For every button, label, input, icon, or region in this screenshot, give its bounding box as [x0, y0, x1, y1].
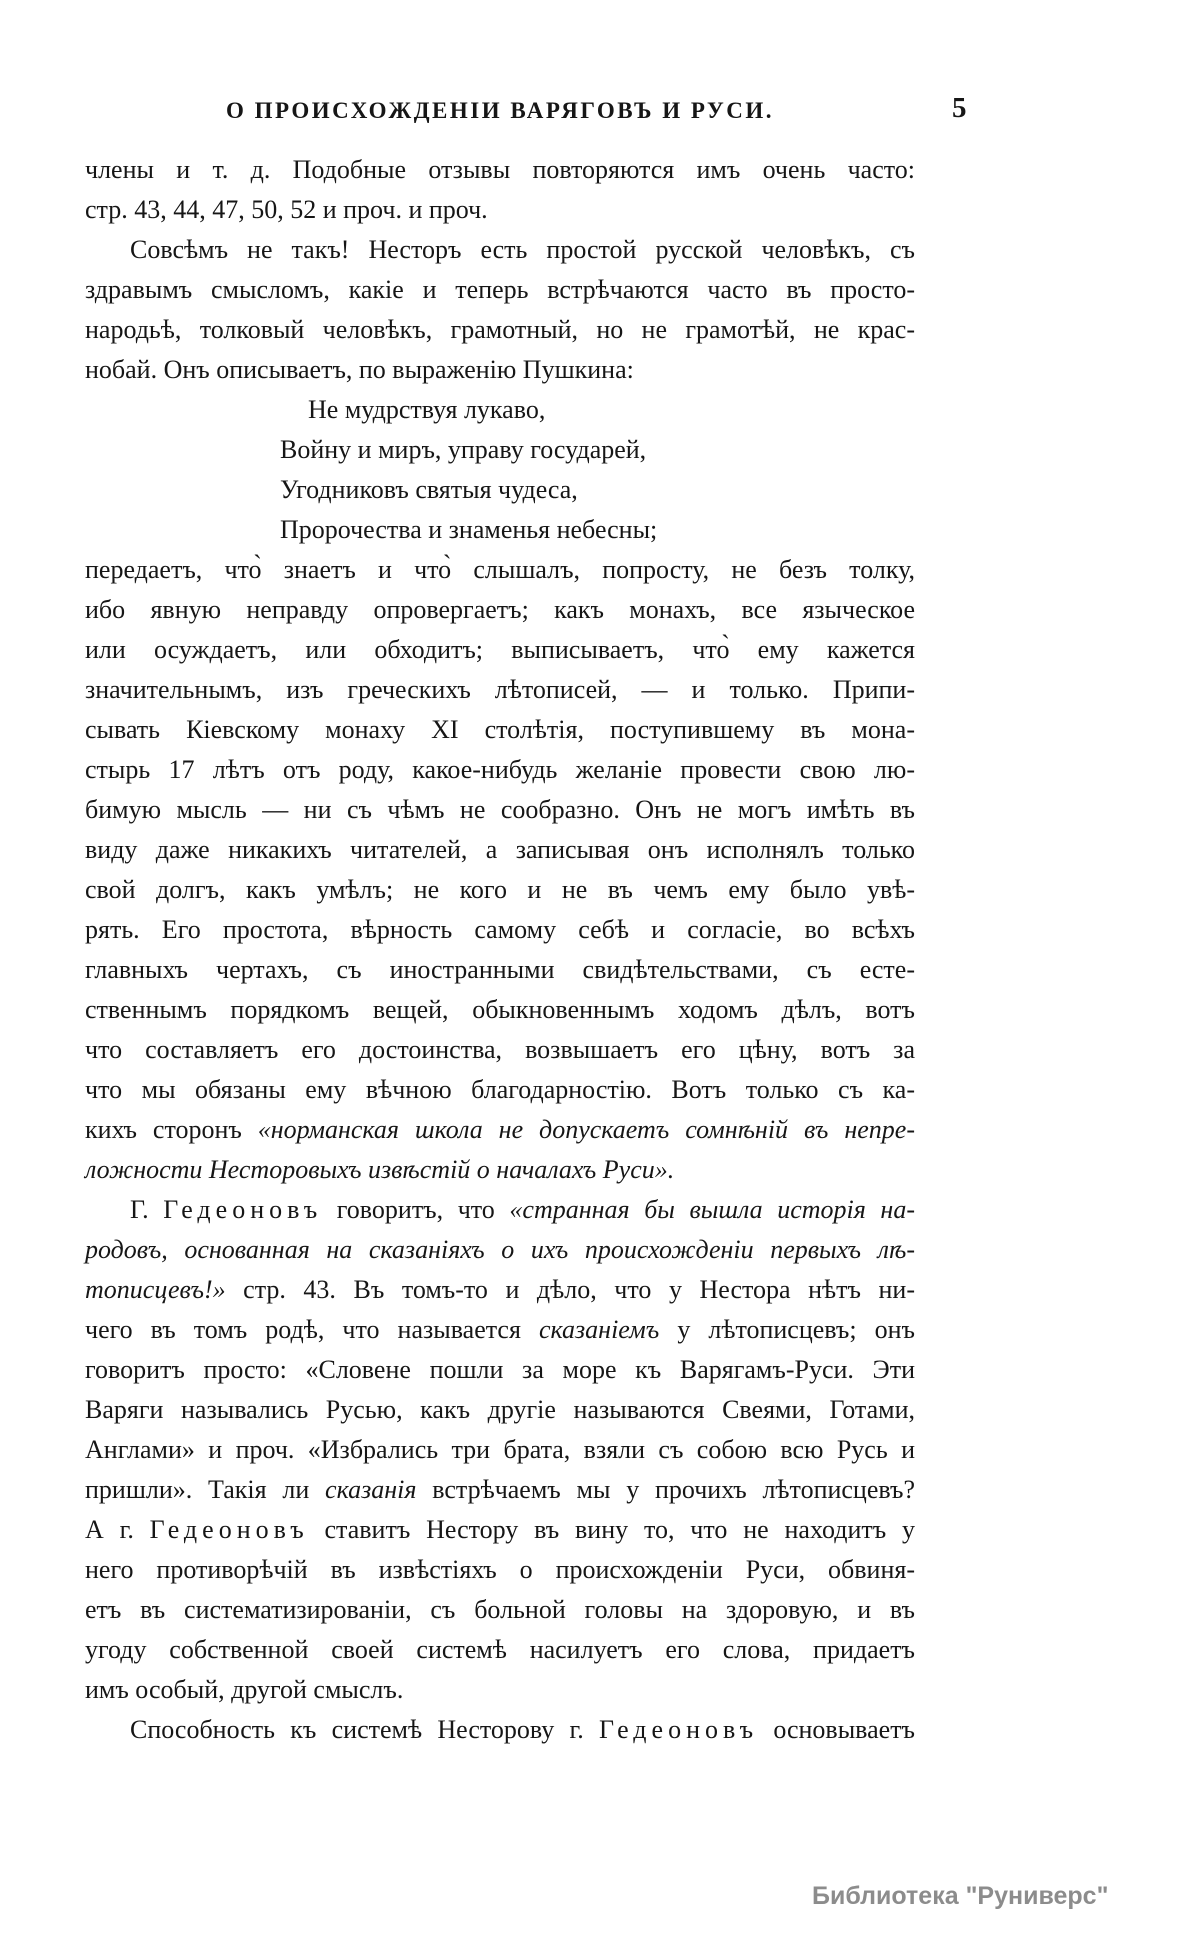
text-line: [85, 870, 915, 910]
text-line: [85, 1190, 915, 1230]
text-line: [85, 830, 915, 870]
text-segment-spaced: Гедеоновъ: [163, 1195, 323, 1224]
text-segment-normal: основываетъ: [758, 1715, 916, 1744]
text-segment-normal: Войну и миръ, управу государей,: [280, 435, 647, 464]
text-segment-italic: родовъ, основанная на сказаніяхъ о ихъ происхожденіи первыхъ лѣ-: [85, 1235, 915, 1264]
text-segment-normal: ственнымъ порядкомъ вещей, обыкновеннымъ ходомъ дѣлъ, вотъ: [85, 995, 915, 1024]
text-segment-normal: Англами» и проч. «Избрались три брата, взяли съ собою всю Русь и: [85, 1435, 915, 1464]
text-line: [85, 1510, 915, 1550]
text-segment-normal: члены и т. д. Подобные отзывы повторяются имъ очень часто:: [85, 155, 915, 184]
text-line: [85, 1630, 915, 1670]
text-line: [85, 950, 915, 990]
text-line: [85, 1270, 915, 1310]
text-segment-normal: виду даже никакихъ читателей, а записывая онъ исполнялъ только: [85, 835, 915, 864]
text-segment-normal: передаетъ, что̀ знаетъ и что̀ слышалъ, попросту, не безъ толку,: [85, 555, 915, 584]
text-line: [280, 430, 915, 470]
text-line: [85, 350, 915, 390]
paragraph-block: [85, 550, 915, 1190]
text-segment-normal: стр. 43. Въ томъ-то и дѣло, что у Нестора нѣтъ ни-: [225, 1275, 915, 1304]
text-segment-normal: А г.: [85, 1515, 150, 1544]
text-line: [85, 270, 915, 310]
text-line: [85, 750, 915, 790]
text-line: [85, 190, 915, 230]
text-line: [85, 310, 915, 350]
text-segment-normal: встрѣчаемъ мы у прочихъ лѣтописцевъ?: [416, 1475, 915, 1504]
text-segment-normal: имъ особый, другой смыслъ.: [85, 1675, 404, 1704]
text-line: [85, 910, 915, 950]
text-segment-italic: сказаніемъ: [538, 1315, 660, 1344]
text-line: [85, 1470, 915, 1510]
text-line: [280, 470, 915, 510]
text-segment-normal: Пророчества и знаменья небесны;: [280, 515, 658, 544]
text-line: [85, 1230, 915, 1270]
text-segment-normal: ибо явную неправду опровергаетъ; какъ монахъ, все языческое: [85, 595, 915, 624]
text-line: [85, 1070, 915, 1110]
page-body: [85, 150, 915, 1750]
text-line: [85, 670, 915, 710]
text-segment-normal: у лѣтописцевъ; онъ: [659, 1315, 915, 1344]
text-segment-normal: или осуждаетъ, или обходитъ; выписываетъ, что̀ ему кажется: [85, 635, 915, 664]
text-line: [85, 550, 915, 590]
text-line: [85, 710, 915, 750]
verse-block: [85, 390, 915, 550]
text-segment-normal: говоритъ, что: [322, 1195, 510, 1224]
text-segment-normal: стр. 43, 44, 47, 50, 52 и проч. и проч.: [85, 195, 488, 224]
text-segment-normal: кихъ сторонъ: [85, 1115, 258, 1144]
text-segment-normal: чего въ томъ родѣ, что называется: [85, 1315, 539, 1344]
text-segment-normal: рять. Его простота, вѣрность самому себѣ и согласіе, во всѣхъ: [85, 915, 915, 944]
text-segment-normal: здравымъ смысломъ, какіе и теперь встрѣчаются часто въ просто-: [85, 275, 915, 304]
paragraph-block: [85, 230, 915, 390]
text-line: [85, 630, 915, 670]
text-segment-normal: ставитъ Нестору въ вину то, что не находитъ у: [308, 1515, 915, 1544]
text-line: [280, 510, 915, 550]
text-line: [85, 1390, 915, 1430]
paragraph-block: [85, 1710, 915, 1750]
text-segment-normal: Не мудрствуя лукаво,: [308, 395, 546, 424]
text-segment-normal: бимую мысль — ни съ чѣмъ не сообразно. Онъ не могъ имѣть въ: [85, 795, 915, 824]
running-head-title: О ПРОИСХОЖДЕНІИ ВАРЯГОВЪ И РУСИ.: [225, 98, 775, 123]
text-line: [85, 1430, 915, 1470]
text-segment-normal: говоритъ просто: «Словене пошли за море къ Варягамъ-Руси. Эти: [85, 1355, 915, 1384]
text-segment-normal: что составляетъ его достоинства, возвышаетъ его цѣну, вотъ за: [85, 1035, 915, 1064]
text-segment-normal: народьѣ, толковый человѣкъ, грамотный, но не грамотѣй, не крас-: [85, 315, 915, 344]
paragraph-block: [85, 1190, 915, 1710]
text-line: [85, 1670, 915, 1710]
text-segment-italic: «норманская школа не допускаетъ сомнѣній въ непре-: [257, 1115, 915, 1144]
text-segment-normal: пришли». Такія ли: [85, 1475, 326, 1504]
text-segment-normal: сывать Кіевскому монаху XI столѣтія, поступившему въ мона-: [85, 715, 915, 744]
text-line: [85, 1350, 915, 1390]
text-segment-normal: етъ въ систематизированіи, съ больной головы на здоровую, и въ: [85, 1595, 915, 1624]
text-line: [85, 1590, 915, 1630]
text-line: [85, 1550, 915, 1590]
text-segment-normal: Способность къ системѣ Несторову г.: [130, 1715, 600, 1744]
text-segment-italic: ложности Несторовыхъ извѣстій о началахъ Руси».: [85, 1155, 675, 1184]
text-line: [85, 150, 915, 190]
text-segment-italic: тописцевъ!»: [85, 1275, 226, 1304]
text-segment-normal: свой долгъ, какъ умѣлъ; не кого и не въ чемъ ему было увѣ-: [85, 875, 915, 904]
text-segment-spaced: Гедеоновъ: [599, 1715, 759, 1744]
text-segment-normal: Варяги назывались Русью, какъ другіе называются Свеями, Готами,: [85, 1395, 915, 1424]
text-line: [85, 990, 915, 1030]
text-segment-normal: значительнымъ, изъ греческихъ лѣтописей, — и только. Припи-: [85, 675, 915, 704]
page-number: 5: [952, 92, 967, 124]
text-line: [280, 390, 915, 430]
paragraph-block: [85, 150, 915, 230]
library-watermark: Библиотека "Руниверс": [812, 1882, 1109, 1910]
text-line: [85, 590, 915, 630]
text-line: [85, 1030, 915, 1070]
text-segment-normal: угоду собственной своей системѣ насилуетъ его слова, придаетъ: [85, 1635, 915, 1664]
text-segment-normal: нобай. Онъ описываетъ, по выраженію Пушкина:: [85, 355, 634, 384]
text-segment-normal: Г.: [130, 1195, 164, 1224]
text-segment-italic: «странная бы вышла исторія на-: [509, 1195, 915, 1224]
text-segment-normal: него противорѣчій въ извѣстіяхъ о происхожденіи Руси, обвиня-: [85, 1555, 915, 1584]
text-segment-normal: Совсѣмъ не такъ! Несторъ есть простой русской человѣкъ, съ: [130, 235, 915, 264]
text-line: [85, 790, 915, 830]
text-line: [85, 1110, 915, 1150]
text-segment-normal: Угодниковъ святыя чудеса,: [280, 475, 578, 504]
text-segment-normal: стырь 17 лѣтъ отъ роду, какое-нибудь желаніе провести свою лю-: [85, 755, 915, 784]
text-line: [85, 1710, 915, 1750]
text-segment-italic: сказанія: [325, 1475, 417, 1504]
text-line: [85, 1310, 915, 1350]
text-line: [85, 1150, 915, 1190]
text-segment-spaced: Гедеоновъ: [149, 1515, 309, 1544]
text-segment-normal: главныхъ чертахъ, съ иностранными свидѣтельствами, съ есте-: [85, 955, 915, 984]
text-segment-normal: что мы обязаны ему вѣчною благодарностію. Вотъ только съ ка-: [85, 1075, 915, 1104]
text-line: [85, 230, 915, 270]
